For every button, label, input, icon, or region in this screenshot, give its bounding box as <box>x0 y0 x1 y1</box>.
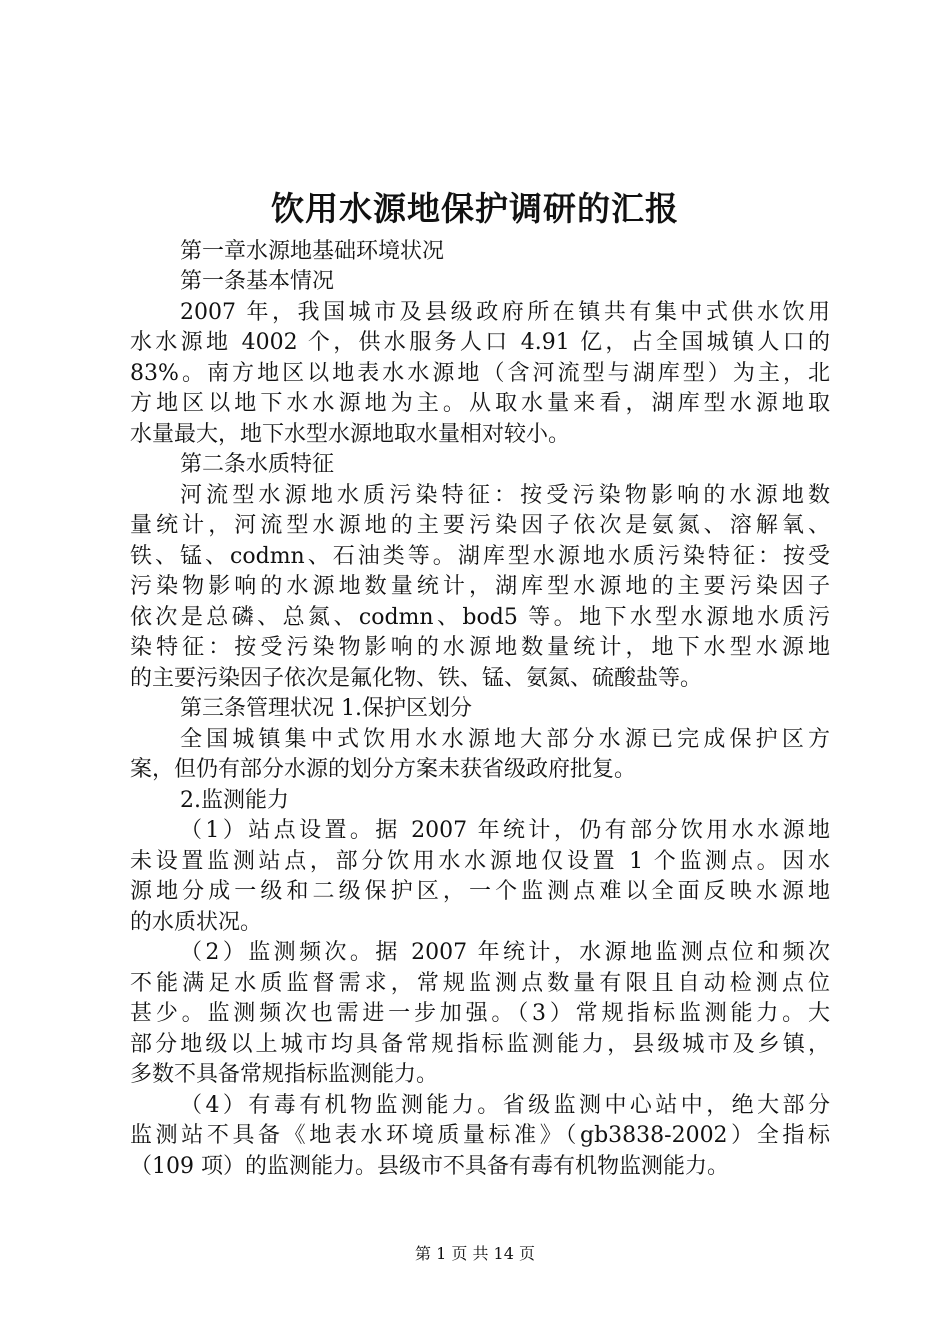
paragraph-line: 2007 年，我国城市及县级政府所在镇共有集中式供水饮用 <box>180 300 830 325</box>
paragraph-line: 83%。南方地区以地表水水源地（含河流型与湖库型）为主，北 <box>130 361 830 386</box>
paragraph-line: 依次是总磷、总氮、codmn、bod5 等。地下水型水源地水质污 <box>130 605 830 630</box>
paragraph-line: 不能满足水质监督需求，常规监测点数量有限且自动检测点位 <box>130 971 830 996</box>
paragraph-line: （1）站点设置。据 2007 年统计，仍有部分饮用水水源地 <box>180 818 830 843</box>
paragraph-line: 铁、锰、codmn、石油类等。湖库型水源地水质污染特征：按受 <box>130 544 830 569</box>
paragraph-line: （2）监测频次。据 2007 年统计，水源地监测点位和频次 <box>180 940 830 965</box>
paragraph-line: 案，但仍有部分水源的划分方案未获省级政府批复。 <box>130 757 637 782</box>
paragraph-line: 量统计，河流型水源地的主要污染因子依次是氨氮、溶解氧、 <box>130 513 830 538</box>
section-heading: 2.监测能力 <box>180 788 289 813</box>
paragraph-line: 多数不具备常规指标监测能力。 <box>130 1062 439 1087</box>
article-heading: 第二条水质特征 <box>180 452 335 477</box>
article-heading: 第三条管理状况 1.保护区划分 <box>180 696 472 721</box>
paragraph-line: 的水质状况。 <box>130 910 263 935</box>
document-title: 饮用水源地保护调研的汇报 <box>271 189 679 228</box>
paragraph-line: 方地区以地下水水源地为主。从取水量来看，湖库型水源地取 <box>130 391 830 416</box>
chapter-heading: 第一章水源地基础环境状况 <box>180 239 445 264</box>
paragraph-line: 源地分成一级和二级保护区，一个监测点难以全面反映水源地 <box>130 879 830 904</box>
paragraph-line: 未设置监测站点，部分饮用水水源地仅设置 1 个监测点。因水 <box>130 849 830 874</box>
paragraph-line: 的主要污染因子依次是氟化物、铁、锰、氨氮、硫酸盐等。 <box>130 666 703 691</box>
article-heading: 第一条基本情况 <box>180 269 335 294</box>
paragraph-line: 染特征：按受污染物影响的水源地数量统计，地下水型水源地 <box>130 635 830 660</box>
paragraph-line: 水量最大，地下水型水源地取水量相对较小。 <box>130 422 571 447</box>
paragraph-line: （4）有毒有机物监测能力。省级监测中心站中，绝大部分 <box>180 1093 830 1118</box>
paragraph-line: （109 项）的监测能力。县级市不具备有毒有机物监测能力。 <box>130 1154 729 1179</box>
paragraph-line: 污染物影响的水源地数量统计，湖库型水源地的主要污染因子 <box>130 574 830 599</box>
paragraph-line: 部分地级以上城市均具备常规指标监测能力，县级城市及乡镇， <box>130 1032 830 1057</box>
paragraph-line: 河流型水源地水质污染特征：按受污染物影响的水源地数 <box>180 483 830 508</box>
page-footer: 第 1 页 共 14 页 <box>415 1244 535 1263</box>
paragraph-line: 甚少。监测频次也需进一步加强。（3）常规指标监测能力。大 <box>130 1001 830 1026</box>
paragraph-line: 监测站不具备《地表水环境质量标准》（gb3838-2002）全指标 <box>130 1123 830 1148</box>
paragraph-line: 全国城镇集中式饮用水水源地大部分水源已完成保护区方 <box>180 727 830 752</box>
paragraph-line: 水水源地 4002 个，供水服务人口 4.91 亿，占全国城镇人口的 <box>130 330 830 355</box>
